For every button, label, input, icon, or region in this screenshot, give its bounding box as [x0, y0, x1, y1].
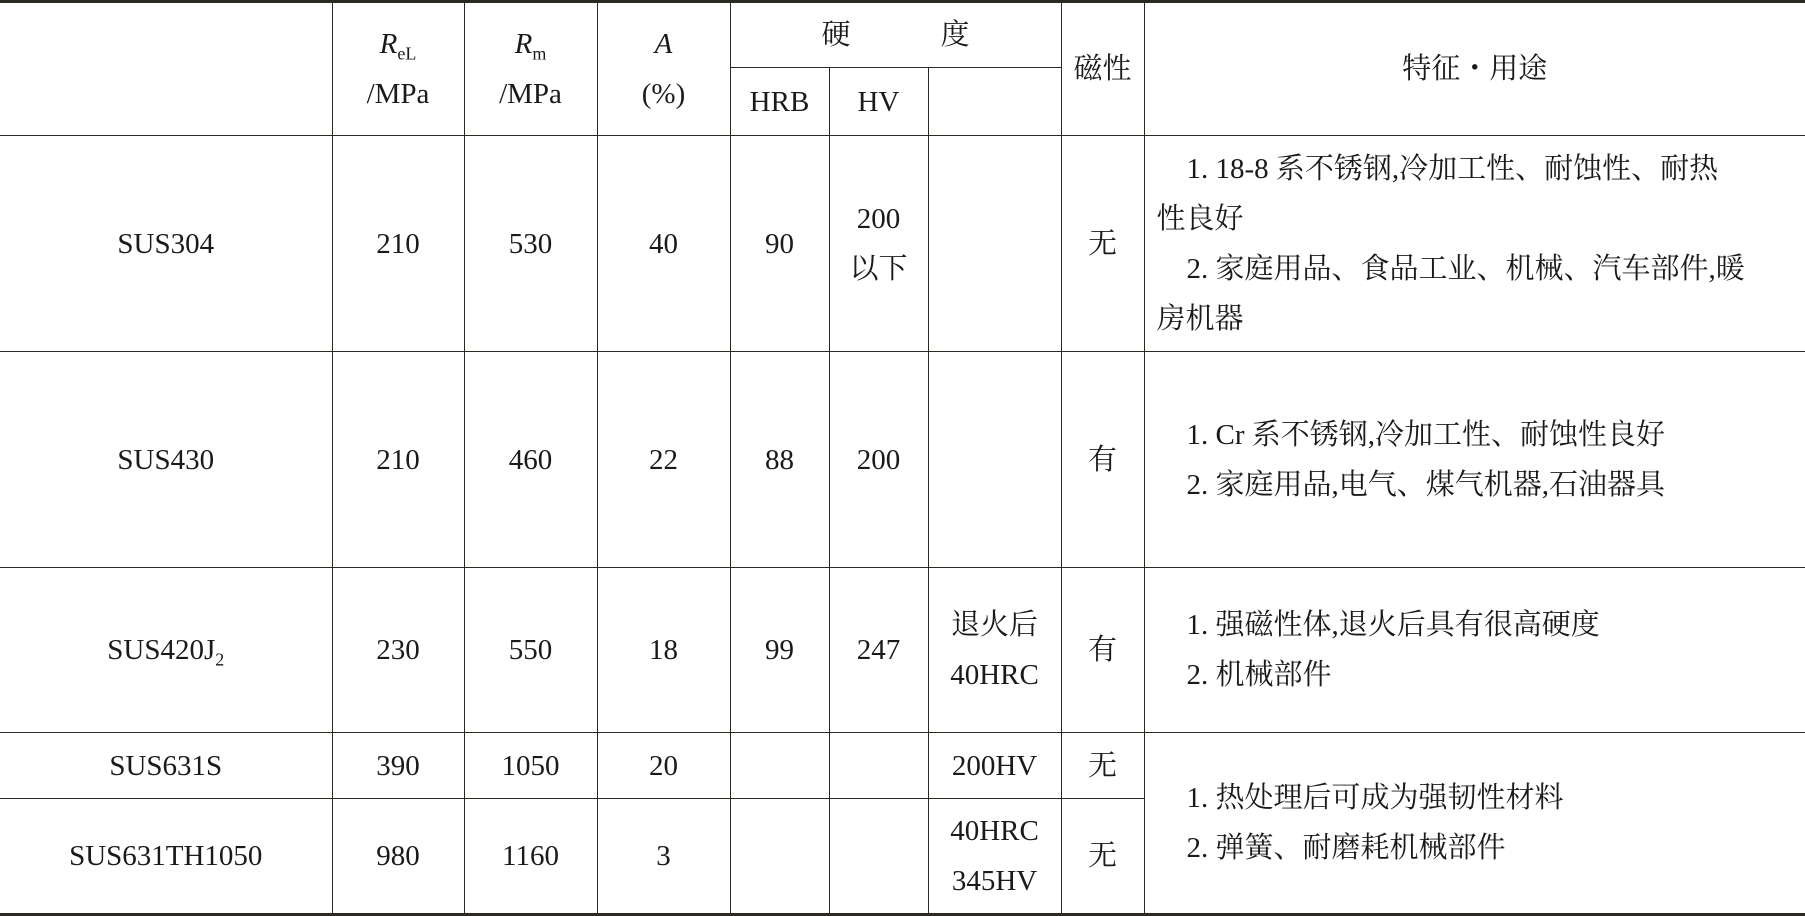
rm-value: 1160 — [502, 840, 559, 872]
grade-name: SUS420J — [107, 634, 216, 666]
feature-line: 2. 家庭用品,电气、煤气机器,石油器具 — [1186, 468, 1666, 501]
rm-value: 1050 — [501, 749, 560, 782]
other-hardness-cell — [928, 136, 1061, 352]
hv-value: 247 — [856, 634, 901, 666]
features-cell — [1144, 733, 1805, 915]
table-row — [0, 733, 1805, 799]
grade-name: SUS304 — [117, 227, 215, 260]
table-row — [0, 352, 1805, 568]
feature-line: 房机器 — [1156, 302, 1244, 335]
hv-cell — [829, 799, 928, 915]
magnetic-value: 无 — [1088, 840, 1118, 872]
other-hardness-value: 345HV — [951, 865, 1038, 897]
other-hardness-value: 200HV — [951, 749, 1038, 782]
a-value: 3 — [656, 840, 671, 872]
a-value: 40 — [649, 227, 678, 260]
magnetic-value: 有 — [1088, 634, 1118, 666]
header-hardness-cell — [730, 2, 1061, 68]
table-row — [0, 568, 1805, 733]
a-value: 20 — [649, 749, 678, 782]
hrb-header-label: HRB — [749, 85, 810, 118]
hrb-value: 99 — [765, 634, 794, 666]
header-magnetic-cell — [1061, 2, 1144, 136]
a-value: 18 — [649, 634, 678, 666]
magnetic-header-label: 磁性 — [1073, 53, 1132, 85]
hardness-label-a: 硬 — [821, 19, 851, 51]
a-cell — [597, 799, 730, 915]
hardness-label-b: 度 — [940, 19, 970, 51]
rm-cell — [464, 352, 597, 568]
rm-cell — [464, 799, 597, 915]
rel-value: 980 — [376, 840, 420, 872]
grade-name: SUS631S — [109, 749, 223, 782]
a-cell — [597, 568, 730, 733]
grade-cell — [0, 568, 332, 733]
rel-cell — [332, 568, 464, 733]
rel-cell — [332, 799, 464, 915]
rel-cell — [332, 733, 464, 799]
grade-subscript: 2 — [215, 649, 225, 670]
grade-name: SUS430 — [117, 443, 215, 476]
features-cell — [1144, 352, 1805, 568]
feature-line: 1. Cr 系不锈钢,冷加工性、耐蚀性良好 — [1186, 418, 1666, 451]
other-hardness-cell — [928, 568, 1061, 733]
other-hardness-cell — [928, 733, 1061, 799]
grade-cell — [0, 352, 332, 568]
hrb-cell — [730, 733, 829, 799]
header-hv-cell — [829, 68, 928, 136]
grade-cell — [0, 733, 332, 799]
a-cell — [597, 352, 730, 568]
grade-name: SUS631TH1050 — [69, 840, 263, 872]
other-hardness-value: 40HRC — [950, 815, 1039, 847]
hv-value: 200 — [856, 202, 901, 235]
hv-value: 200 — [856, 443, 901, 476]
magnetic-value: 有 — [1088, 443, 1118, 476]
hrb-cell — [730, 568, 829, 733]
grade-cell — [0, 799, 332, 915]
rm-cell — [464, 568, 597, 733]
header-features-cell — [1144, 2, 1805, 136]
grade-cell — [0, 136, 332, 352]
other-hardness-value: 退火后 — [951, 609, 1039, 641]
magnetic-cell — [1061, 733, 1144, 799]
rm-cell — [464, 733, 597, 799]
rel-value: 210 — [376, 227, 420, 260]
rm-symbol: R — [514, 28, 533, 60]
magnetic-cell — [1061, 799, 1144, 915]
a-cell — [597, 136, 730, 352]
header-grade-cell — [0, 2, 332, 136]
feature-line: 2. 机械部件 — [1186, 659, 1332, 691]
a-unit: (%) — [641, 78, 686, 110]
rm-subscript: m — [532, 43, 547, 64]
hv-header-label: HV — [857, 85, 900, 118]
rel-subscript: eL — [397, 43, 417, 64]
feature-line: 2. 弹簧、耐磨耗机械部件 — [1186, 832, 1506, 864]
a-value: 22 — [649, 443, 678, 476]
rm-cell — [464, 136, 597, 352]
magnetic-cell — [1061, 136, 1144, 352]
other-hardness-cell — [928, 352, 1061, 568]
rm-value: 550 — [508, 634, 553, 666]
hv-cell — [829, 352, 928, 568]
features-cell — [1144, 136, 1805, 352]
feature-line: 1. 18-8 系不锈钢,冷加工性、耐蚀性、耐热 — [1186, 152, 1719, 185]
hrb-value: 90 — [765, 227, 794, 260]
feature-line: 1. 热处理后可成为强韧性材料 — [1186, 782, 1564, 814]
hv-cell — [829, 568, 928, 733]
rel-cell — [332, 136, 464, 352]
hrb-cell — [730, 136, 829, 352]
a-cell — [597, 733, 730, 799]
magnetic-cell — [1061, 568, 1144, 733]
a-symbol: A — [654, 28, 673, 60]
header-rm-cell — [464, 2, 597, 136]
hrb-value: 88 — [765, 443, 794, 476]
rel-value: 390 — [376, 749, 420, 782]
other-hardness-cell — [928, 799, 1061, 915]
hrb-cell — [730, 352, 829, 568]
magnetic-value: 无 — [1088, 749, 1118, 782]
hv-cell — [829, 136, 928, 352]
rm-unit: /MPa — [499, 78, 562, 110]
feature-line: 性良好 — [1156, 202, 1244, 235]
feature-line: 1. 强磁性体,退火后具有很高硬度 — [1186, 609, 1600, 641]
rm-value: 530 — [508, 227, 553, 260]
header-hrb-cell — [730, 68, 829, 136]
table-row — [0, 136, 1805, 352]
rel-unit: /MPa — [366, 78, 430, 110]
rel-value: 230 — [376, 634, 420, 666]
other-hardness-value: 40HRC — [950, 659, 1039, 691]
hv-cell — [829, 733, 928, 799]
header-rel-cell — [332, 2, 464, 136]
header-a-cell — [597, 2, 730, 136]
rel-symbol: R — [379, 28, 398, 60]
rel-value: 210 — [376, 443, 420, 476]
features-cell — [1144, 568, 1805, 733]
magnetic-value: 无 — [1088, 227, 1118, 260]
header-row-1 — [0, 2, 1805, 68]
feature-line: 2. 家庭用品、食品工业、机械、汽车部件,暖 — [1186, 252, 1745, 285]
hv-value-note: 以下 — [849, 252, 908, 285]
rel-cell — [332, 352, 464, 568]
magnetic-cell — [1061, 352, 1144, 568]
hrb-cell — [730, 799, 829, 915]
header-other-hardness-cell — [928, 68, 1061, 136]
rm-value: 460 — [508, 443, 553, 476]
features-header-label: 特征・用途 — [1402, 53, 1548, 85]
